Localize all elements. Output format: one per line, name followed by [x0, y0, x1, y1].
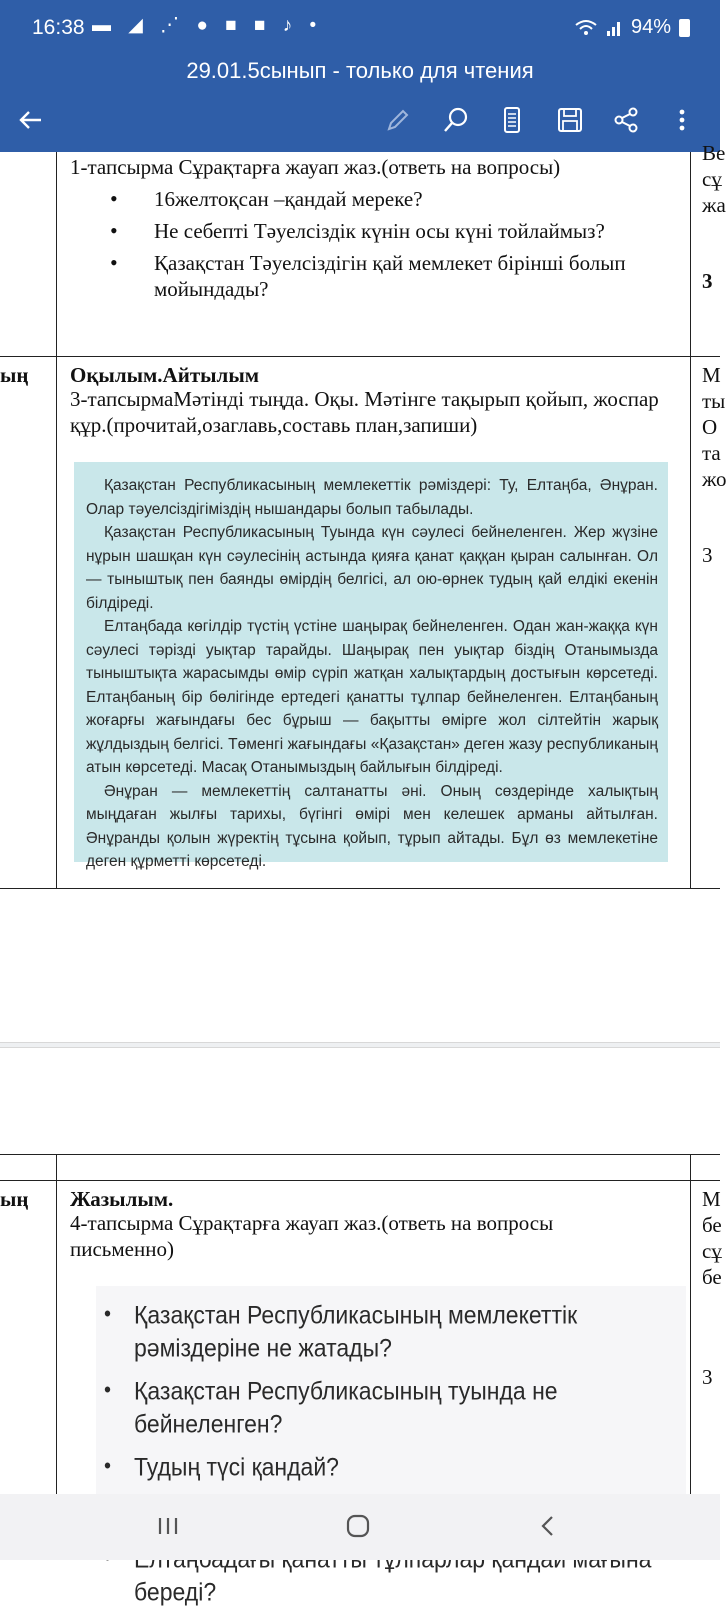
paragraph: Әнұран — мемлекеттің салтанатты әні. Оның сөздерінде халықтың мыңдаған жылғы тарихы, бүгінгі өмірі мен келешек арманы айтылған. Әнұранды қолын жүректің тұсына қойып, тұрып айтады. Бұл өз мемлекетіне деген құрметті көрсетеді. [86, 782, 658, 870]
right-col-text: 3 [702, 543, 713, 567]
share-button[interactable] [604, 98, 648, 142]
left-col-text: ың [0, 363, 29, 387]
right-col-text: О [702, 415, 718, 439]
wifi-icon [575, 19, 597, 37]
page-break [0, 1042, 720, 1048]
right-col-text: ты [702, 389, 726, 413]
right-col-text: та [702, 441, 721, 465]
document-title: 29.01.5сынып - только для чтения [186, 58, 534, 83]
more-button[interactable] [660, 98, 704, 142]
right-col-text: жа [702, 193, 726, 217]
home-icon [345, 1513, 371, 1539]
battery-percent: 94% [630, 16, 671, 38]
task-3-title: 3-тапсырмаМәтінді тыңда. Оқы. Мәтінге тақырып қойып, жоспар құр.(прочитай,озаглавь,составь план,запиши) [70, 387, 659, 437]
right-col-text: М [702, 1187, 721, 1211]
save-button[interactable] [548, 98, 592, 142]
home-button[interactable] [338, 1508, 378, 1544]
reading-text-image [74, 462, 668, 870]
notification-icons: ▬ ◢ ⋰ ● ■ ■ ♪ • [92, 15, 323, 36]
task-4-questions [104, 1298, 694, 1618]
right-col-text: сұ [702, 167, 722, 191]
table-border [56, 1154, 57, 1494]
table-border [0, 888, 720, 889]
task-1-questions [110, 186, 680, 308]
table-border [690, 152, 691, 888]
reading-mode-icon [497, 105, 527, 135]
recents-icon [156, 1515, 180, 1537]
paragraph: Елтаңбада көгілдір түстің үстіне шаңырақ бейнеленген. Одан жан-жаққа күн сәулесі тәрізді уықтар тарайды. Шаңырақ пен уықтар біздің Отанымызда тыныштықта жарасымды өмір сүріп жатқан халықтардың достығын көрсетеді. Елтаңбаның бір бөлігінде ертедегі қанатты тұлпар бейнеленген. Елтаңбаның жоғарғы жағындағы бес бұрыш — бақытты өмірге жол сілтейтін жарық жұлдыздың белгісі. Төменгі жағындағы «Қазақстан» деген жазу республиканың атын көрсетеді. Масақ Отанымыздың байлығын білдіреді. [86, 618, 658, 776]
search-button[interactable] [434, 98, 478, 142]
right-col-text: сұ [702, 1239, 722, 1263]
right-col-text: Ве [702, 141, 726, 165]
table-border [56, 152, 57, 888]
section-heading: Оқылым.Айтылым [70, 363, 260, 387]
arrow-left-icon [15, 105, 45, 135]
right-col-text: бе [702, 1213, 722, 1237]
right-col-text: бе [702, 1265, 722, 1289]
nav-back-icon [538, 1514, 558, 1538]
battery-icon [679, 19, 690, 37]
list-item: • Қазақстан Тәуелсіздігін қай мемлекет бірінші болып мойындады? [110, 250, 680, 302]
status-right [575, 16, 690, 39]
pencil-icon [383, 105, 413, 135]
list-item: • Қазақстан Республикасының мемлекеттік рәміздеріне не жатады? [104, 1298, 694, 1364]
search-icon [441, 105, 471, 135]
signal-icon [605, 19, 623, 37]
right-col-text: М [702, 363, 721, 387]
more-vertical-icon [667, 105, 697, 135]
edit-button[interactable] [376, 98, 420, 142]
section-heading: Жазылым. [70, 1187, 174, 1211]
list-item: • Не себепті Тәуелсіздік күнін осы күні тойлаймыз? [110, 218, 680, 244]
right-col-text: 3 [702, 1365, 713, 1389]
task-1-title: 1-тапсырма Сұрақтарға жауап жаз.(ответь на вопросы) [70, 155, 561, 179]
share-icon [611, 105, 641, 135]
left-col-text: ың [0, 1187, 29, 1211]
app-bar [0, 0, 720, 152]
paragraph: Қазақстан Республикасының Туында күн сәулесі бейнеленген. Жер жүзіне нұрын шашқан күн сәулесінің астында қияға қанат қаққан қыран салынған. Ол — тыныштық пен баянды өмірдің белгісі, ал ою-өрнек тудың қай елдікі екенін білдіреді. [86, 524, 658, 612]
back-button[interactable] [8, 98, 52, 142]
list-item: • 16желтоқсан –қандай мереке? [110, 186, 680, 212]
recents-button[interactable] [148, 1508, 188, 1544]
system-nav-bar [0, 1494, 720, 1560]
toolbar [0, 92, 720, 148]
table-border [0, 1180, 720, 1181]
reading-mode-button[interactable] [490, 98, 534, 142]
status-bar [0, 0, 720, 56]
table-border [0, 356, 720, 357]
right-col-text: 3 [702, 269, 713, 293]
nav-back-button[interactable] [528, 1508, 568, 1544]
right-col-text: жо [702, 467, 727, 491]
status-time: 16:38 [32, 16, 85, 39]
paragraph: Қазақстан Республикасының мемлекеттік рәміздері: Ту, Елтаңба, Әнұран. Олар тәуелсіздігіміздің нышандары болып табылады. [86, 477, 658, 518]
document-view[interactable] [0, 141, 727, 1606]
list-item: • Қазақстан Республикасының туында не бейнеленген? [104, 1374, 694, 1440]
list-item: • Тудың түсі қандай? [104, 1450, 694, 1483]
table-border [0, 1154, 720, 1155]
list-item: • береді? [104, 1542, 694, 1608]
task-4-title: 4-тапсырма Сұрақтарға жауап жаз.(ответь на вопросы письменно) [70, 1211, 554, 1261]
save-icon [555, 105, 585, 135]
